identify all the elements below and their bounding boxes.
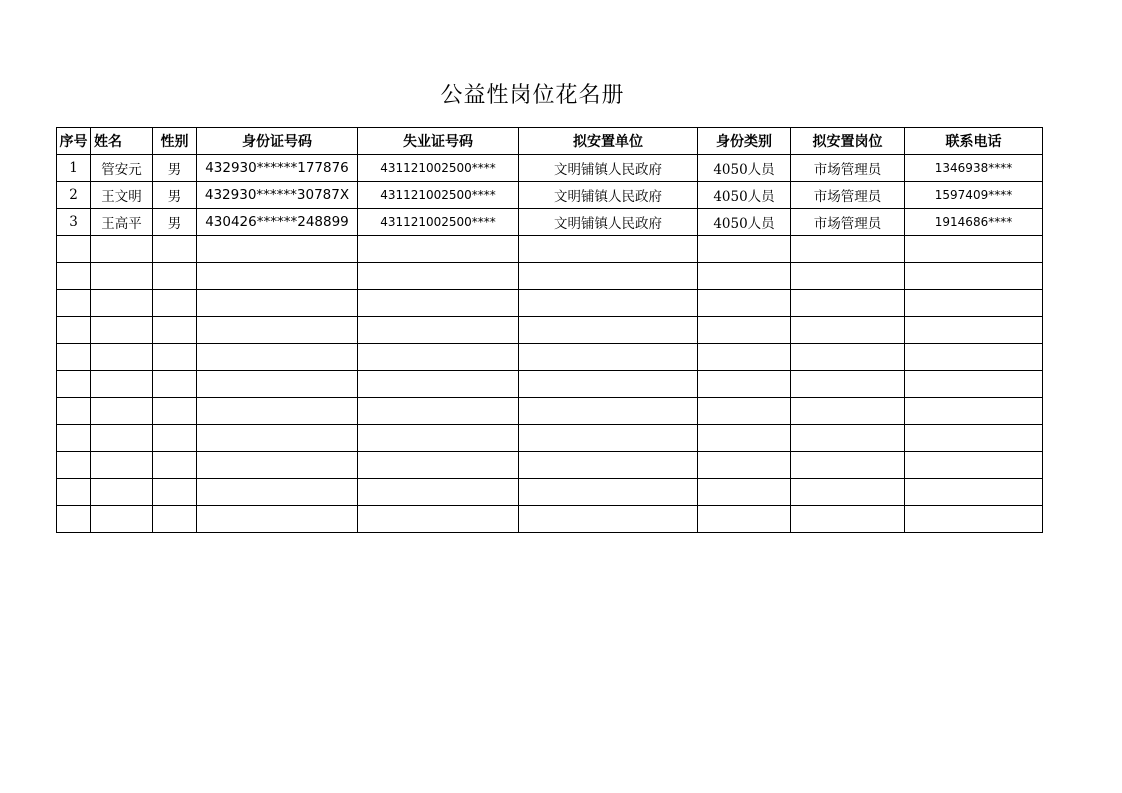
empty-cell [358, 263, 519, 290]
empty-cell [519, 236, 698, 263]
header-unemployment-no: 失业证号码 [358, 128, 519, 155]
empty-row [57, 371, 1043, 398]
cell-name: 王高平 [91, 209, 153, 236]
empty-cell [57, 236, 91, 263]
empty-cell [197, 452, 358, 479]
empty-cell [57, 479, 91, 506]
empty-cell [91, 263, 153, 290]
empty-cell [905, 344, 1043, 371]
cell-post: 市场管理员 [791, 209, 905, 236]
empty-cell [358, 344, 519, 371]
cell-unit: 文明铺镇人民政府 [519, 155, 698, 182]
empty-row [57, 236, 1043, 263]
empty-cell [153, 317, 197, 344]
empty-cell [91, 317, 153, 344]
empty-cell [358, 398, 519, 425]
empty-cell [197, 371, 358, 398]
header-no: 序号 [57, 128, 91, 155]
cell-no: 2 [57, 182, 91, 209]
header-row [57, 128, 1043, 155]
empty-row [57, 425, 1043, 452]
empty-cell [905, 263, 1043, 290]
empty-cell [698, 263, 791, 290]
empty-cell [698, 317, 791, 344]
empty-cell [57, 452, 91, 479]
empty-cell [91, 452, 153, 479]
empty-cell [197, 317, 358, 344]
empty-cell [197, 425, 358, 452]
empty-cell [905, 452, 1043, 479]
empty-cell [91, 425, 153, 452]
empty-row [57, 317, 1043, 344]
empty-cell [791, 290, 905, 317]
empty-cell [91, 479, 153, 506]
cell-unit: 文明铺镇人民政府 [519, 209, 698, 236]
cell-phone: 1597409**** [905, 182, 1043, 209]
empty-cell [197, 290, 358, 317]
empty-cell [358, 236, 519, 263]
cell-unemployment-no: 431121002500**** [358, 155, 519, 182]
empty-cell [519, 452, 698, 479]
empty-cell [698, 290, 791, 317]
empty-cell [905, 506, 1043, 533]
empty-cell [358, 371, 519, 398]
empty-row [57, 452, 1043, 479]
empty-cell [905, 290, 1043, 317]
empty-cell [153, 479, 197, 506]
empty-cell [519, 425, 698, 452]
cell-name: 王文明 [91, 182, 153, 209]
empty-cell [197, 479, 358, 506]
empty-cell [57, 263, 91, 290]
cell-unit: 文明铺镇人民政府 [519, 182, 698, 209]
cell-gender: 男 [153, 155, 197, 182]
cell-id-number: 432930******177876 [197, 155, 358, 182]
empty-cell [57, 506, 91, 533]
empty-cell [519, 344, 698, 371]
empty-cell [91, 371, 153, 398]
cell-category: 4050人员 [698, 209, 791, 236]
empty-cell [519, 317, 698, 344]
roster-table [56, 127, 1043, 533]
cell-unemployment-no: 431121002500**** [358, 182, 519, 209]
empty-cell [358, 317, 519, 344]
empty-row [57, 479, 1043, 506]
empty-cell [91, 290, 153, 317]
empty-cell [57, 317, 91, 344]
empty-cell [791, 263, 905, 290]
cell-category: 4050人员 [698, 155, 791, 182]
empty-cell [698, 506, 791, 533]
empty-cell [57, 398, 91, 425]
empty-cell [153, 506, 197, 533]
empty-cell [153, 344, 197, 371]
empty-cell [153, 290, 197, 317]
empty-cell [91, 236, 153, 263]
empty-cell [698, 479, 791, 506]
empty-cell [91, 398, 153, 425]
cell-unemployment-no: 431121002500**** [358, 209, 519, 236]
empty-cell [153, 371, 197, 398]
empty-cell [791, 317, 905, 344]
empty-cell [698, 236, 791, 263]
cell-no: 1 [57, 155, 91, 182]
table-row [57, 209, 1043, 236]
empty-cell [358, 452, 519, 479]
empty-cell [153, 236, 197, 263]
empty-cell [791, 452, 905, 479]
empty-cell [519, 371, 698, 398]
empty-cell [153, 452, 197, 479]
empty-cell [153, 263, 197, 290]
empty-cell [197, 398, 358, 425]
empty-cell [153, 398, 197, 425]
empty-row [57, 344, 1043, 371]
empty-cell [57, 371, 91, 398]
table-row [57, 155, 1043, 182]
empty-cell [91, 506, 153, 533]
empty-cell [698, 425, 791, 452]
empty-cell [358, 479, 519, 506]
empty-cell [57, 344, 91, 371]
cell-id-number: 430426******248899 [197, 209, 358, 236]
empty-cell [519, 263, 698, 290]
header-name: 姓名 [91, 128, 153, 155]
empty-cell [698, 344, 791, 371]
cell-name: 管安元 [91, 155, 153, 182]
empty-cell [358, 425, 519, 452]
empty-cell [905, 479, 1043, 506]
empty-cell [57, 425, 91, 452]
empty-cell [197, 263, 358, 290]
empty-row [57, 506, 1043, 533]
header-category: 身份类别 [698, 128, 791, 155]
cell-gender: 男 [153, 182, 197, 209]
empty-cell [519, 290, 698, 317]
empty-cell [791, 425, 905, 452]
cell-category: 4050人员 [698, 182, 791, 209]
empty-cell [698, 398, 791, 425]
empty-cell [791, 344, 905, 371]
empty-cell [791, 506, 905, 533]
empty-cell [791, 236, 905, 263]
cell-post: 市场管理员 [791, 182, 905, 209]
empty-cell [519, 398, 698, 425]
empty-cell [905, 317, 1043, 344]
cell-phone: 1914686**** [905, 209, 1043, 236]
empty-cell [197, 236, 358, 263]
empty-cell [698, 371, 791, 398]
empty-cell [791, 371, 905, 398]
empty-cell [197, 506, 358, 533]
empty-cell [519, 479, 698, 506]
empty-cell [358, 506, 519, 533]
header-phone: 联系电话 [905, 128, 1043, 155]
empty-row [57, 263, 1043, 290]
cell-gender: 男 [153, 209, 197, 236]
empty-cell [519, 506, 698, 533]
cell-phone: 1346938**** [905, 155, 1043, 182]
empty-cell [791, 398, 905, 425]
empty-row [57, 290, 1043, 317]
empty-cell [905, 425, 1043, 452]
empty-cell [905, 371, 1043, 398]
empty-cell [153, 425, 197, 452]
header-gender: 性别 [153, 128, 197, 155]
cell-post: 市场管理员 [791, 155, 905, 182]
header-id-number: 身份证号码 [197, 128, 358, 155]
document-title: 公益性岗位花名册 [440, 83, 625, 108]
cell-no: 3 [57, 209, 91, 236]
empty-cell [57, 290, 91, 317]
empty-cell [91, 344, 153, 371]
empty-cell [698, 452, 791, 479]
header-post: 拟安置岗位 [791, 128, 905, 155]
empty-cell [197, 344, 358, 371]
empty-cell [791, 479, 905, 506]
empty-cell [905, 398, 1043, 425]
cell-id-number: 432930******30787X [197, 182, 358, 209]
header-unit: 拟安置单位 [519, 128, 698, 155]
empty-cell [905, 236, 1043, 263]
empty-row [57, 398, 1043, 425]
table-row [57, 182, 1043, 209]
empty-cell [358, 290, 519, 317]
